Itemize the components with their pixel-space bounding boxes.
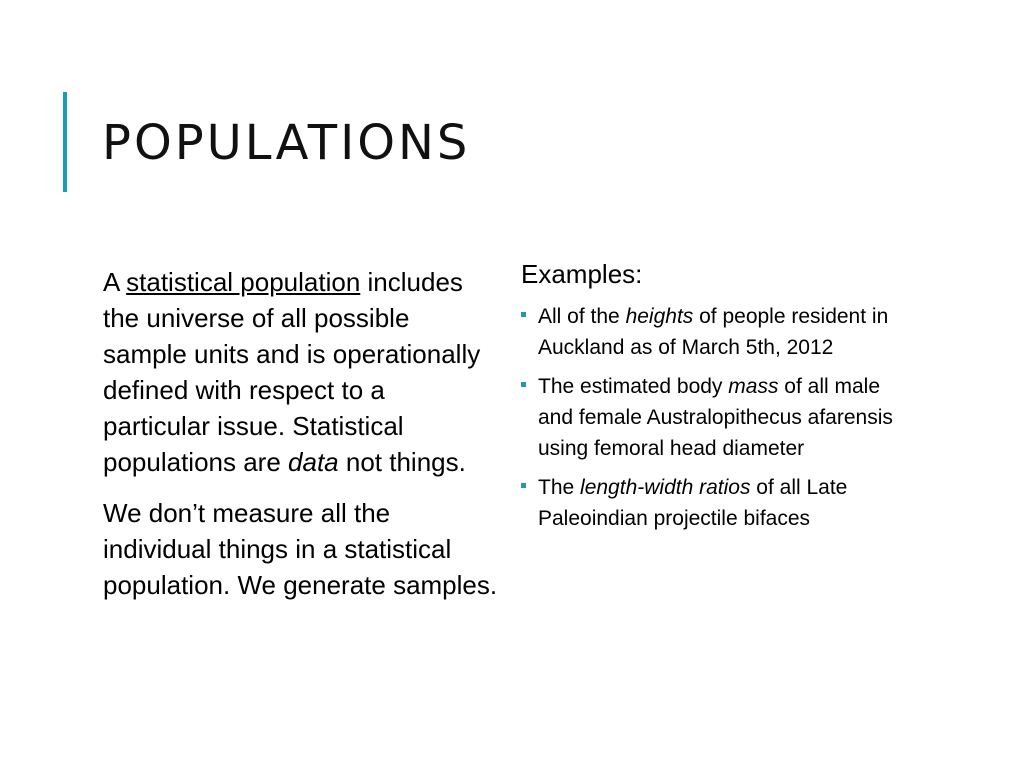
samples-paragraph: We don’t measure all the individual things in a statistical population. We generate samples. — [103, 498, 498, 600]
left-column — [103, 264, 498, 618]
definition-paragraph — [103, 264, 498, 480]
example-text: of all male and female Australopithecus afarensis using femoral head diameter — [538, 375, 893, 460]
example-text: of all Late Paleoindian projectile bifaces — [538, 476, 848, 530]
example-item — [521, 371, 906, 464]
example-text: All of the — [538, 305, 626, 328]
example-text: The estimated body — [538, 375, 729, 398]
title-accent-bar — [63, 92, 67, 192]
definition-tail: not things. — [338, 447, 466, 477]
square-bullet-icon — [521, 312, 526, 317]
example-text: The — [538, 476, 581, 499]
definition-body: includes the universe of all possible sample units and is operationally defined with respect to a particular issue. Statistical populations are — [103, 267, 481, 477]
example-text: of people resident in Auckland as of March 5th, 2012 — [538, 305, 889, 359]
examples-heading: Examples: — [521, 259, 643, 289]
example-item — [521, 472, 906, 534]
square-bullet-icon — [521, 382, 526, 387]
example-item — [521, 301, 906, 363]
example-emphasis: mass — [728, 375, 779, 398]
definition-term: statistical population — [126, 267, 361, 297]
square-bullet-icon — [521, 483, 526, 488]
definition-lead: A — [103, 267, 127, 297]
definition-emphasis: data — [288, 447, 339, 477]
example-emphasis: heights — [625, 305, 694, 328]
example-emphasis: length-width ratios — [580, 476, 751, 499]
slide-title: POPULATIONS — [102, 115, 471, 171]
right-column — [521, 256, 906, 542]
